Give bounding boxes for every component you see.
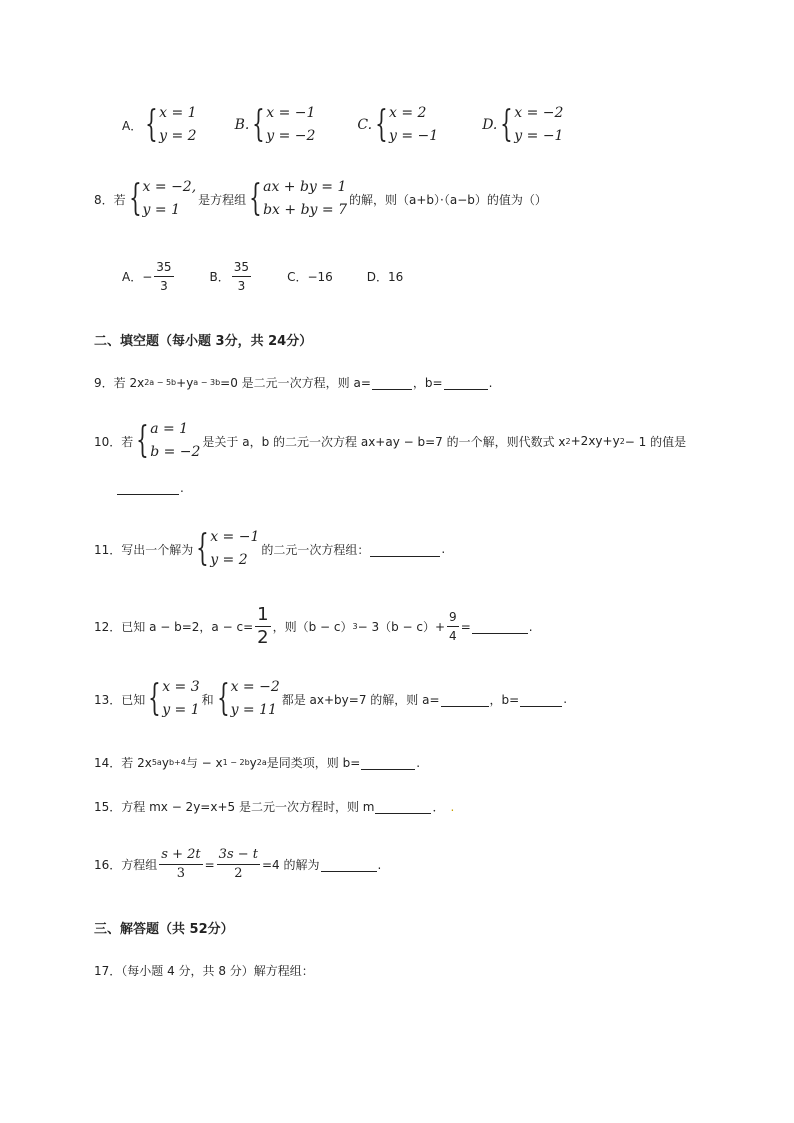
fraction xyxy=(154,258,173,295)
q8-option-a[interactable] xyxy=(122,258,176,295)
question-text: ，则（b − c） xyxy=(272,620,353,634)
question-text: y xyxy=(249,755,257,770)
option-label: B． xyxy=(209,270,230,284)
q8-options xyxy=(122,258,431,295)
question-text: 11．写出一个解为 xyxy=(94,542,194,557)
question-text: 都是 ax+by=7 的解，则 a= xyxy=(281,692,440,707)
question-text: ，b= xyxy=(412,376,443,390)
exponent: a − 3b xyxy=(193,378,221,387)
system-line: y = −2 xyxy=(266,128,316,144)
mark-dot: . xyxy=(450,799,455,814)
question-text: 是方程组 xyxy=(198,192,247,207)
option-label: B. xyxy=(234,117,250,133)
question-15 xyxy=(94,798,454,815)
question-text: 13．已知 xyxy=(94,692,146,707)
exponent: 5a xyxy=(151,758,162,767)
question-11 xyxy=(94,526,445,572)
question-text: − 1 的值是 xyxy=(624,434,687,449)
question-text: 12．已知 a − b=2，a − c= xyxy=(94,620,254,634)
exponent: 2a xyxy=(256,758,267,767)
system-line: y = −1 xyxy=(514,128,564,144)
equation-system: { x = 1 y = 2 xyxy=(144,102,196,148)
numerator: s + 2t xyxy=(159,846,202,865)
question-text: 8．若 xyxy=(94,192,126,207)
question-text: . xyxy=(416,755,421,770)
exponent: b+4 xyxy=(168,758,186,767)
question-text: 14．若 2x xyxy=(94,756,152,770)
system-line: x = −2 xyxy=(514,105,564,121)
answer-blank[interactable] xyxy=(361,755,415,770)
exponent: 2a − 5b xyxy=(144,378,177,387)
fraction xyxy=(159,846,202,883)
answer-blank[interactable] xyxy=(370,542,440,557)
question-text: =0 是二元一次方程，则 a= xyxy=(220,376,371,390)
numerator: 35 xyxy=(154,258,173,277)
denominator: 4 xyxy=(449,629,457,643)
question-text: 10．若 xyxy=(94,434,134,449)
system-line: a = 1 xyxy=(150,421,189,437)
question-13 xyxy=(94,676,567,722)
answer-blank[interactable] xyxy=(472,619,528,634)
question-text: 9．若 2x xyxy=(94,376,145,390)
exponent: 2 xyxy=(565,436,571,446)
question-text: =4 的解为 xyxy=(262,858,320,872)
exponent: 1 − 2b xyxy=(222,758,250,767)
answer-blank-b[interactable] xyxy=(520,692,562,707)
q7-option-c[interactable] xyxy=(357,102,440,148)
question-text: − 3（b − c）+ xyxy=(357,620,446,634)
system-line: x = 1 xyxy=(159,105,197,121)
fraction xyxy=(217,846,260,883)
equation-system: { x = −2 y = −1 xyxy=(499,102,563,148)
option-label: A．− xyxy=(122,270,153,284)
question-text: . xyxy=(528,619,533,634)
equation-system: { ax + by = 1 bx + by = 7 xyxy=(248,176,347,222)
question-text: 是关于 a，b 的二元一次方程 ax+ay − b=7 的一个解，则代数式 x xyxy=(202,434,566,449)
question-text: ． xyxy=(432,800,445,814)
answer-blank[interactable] xyxy=(321,857,377,872)
answer-blank-a[interactable] xyxy=(441,692,489,707)
question-text: 是同类项，则 b= xyxy=(266,756,361,770)
section-heading-fill-in: 二、填空题（每小题 3分，共 24分） xyxy=(94,334,313,349)
question-text: +2xy+y xyxy=(570,434,620,448)
question-text: . xyxy=(441,542,446,556)
answer-blank[interactable] xyxy=(117,480,179,495)
option-label: A． xyxy=(122,118,143,133)
system-line: y = 2 xyxy=(159,128,197,144)
question-14 xyxy=(94,754,420,771)
system-line: b = −2 xyxy=(150,444,201,460)
system-line: y = −1 xyxy=(389,128,439,144)
system-line: x = −2 xyxy=(230,679,280,695)
question-text: 的二元一次方程组： xyxy=(261,542,370,557)
exponent: 3 xyxy=(352,622,358,631)
question-10 xyxy=(94,418,686,464)
numerator: 1 xyxy=(257,604,269,625)
equation-system: { x = 3 y = 1 xyxy=(147,676,199,722)
system-line: y = 1 xyxy=(162,702,200,718)
denominator: 3 xyxy=(237,279,246,293)
option-label: C. xyxy=(357,117,373,133)
option-label: C．−16 xyxy=(287,270,333,284)
system-line: x = 3 xyxy=(162,679,200,695)
denominator: 3 xyxy=(176,866,186,881)
equation-system: { a = 1 b = −2 xyxy=(135,418,200,464)
numerator: 9 xyxy=(447,608,459,627)
denominator: 2 xyxy=(234,866,243,881)
question-text: . xyxy=(563,692,568,706)
question-text: 的解，则（a+b）·（a−b）的值为（） xyxy=(349,192,547,207)
numerator: 35 xyxy=(232,258,251,277)
system-line: x = −2, xyxy=(142,179,197,195)
question-12 xyxy=(94,604,533,649)
option-label: D．16 xyxy=(366,270,404,284)
numerator: 3s − t xyxy=(217,846,260,865)
equation-system: { x = −1 y = 2 xyxy=(195,526,259,572)
question-text: y xyxy=(161,755,169,770)
system-line: x = −1 xyxy=(266,105,316,121)
system-line: y = 2 xyxy=(210,552,248,568)
question-text: . xyxy=(180,480,184,495)
question-10-answer xyxy=(116,480,184,495)
question-9 xyxy=(94,374,492,391)
question-text: = xyxy=(460,619,471,634)
q8-option-b[interactable] xyxy=(210,258,254,295)
q7-option-d[interactable] xyxy=(482,102,565,148)
fraction xyxy=(255,604,270,649)
exponent: 2 xyxy=(619,436,625,446)
system-line: x = −1 xyxy=(210,529,260,545)
answer-blank-b[interactable] xyxy=(444,375,488,390)
question-16 xyxy=(94,846,381,883)
q8-option-d[interactable] xyxy=(367,268,404,285)
question-text: 和 xyxy=(201,692,214,707)
system-line: x = 2 xyxy=(389,105,427,121)
equation-system: { x = −1 y = −2 xyxy=(251,102,315,148)
question-text: = xyxy=(204,857,215,872)
question-17: 17．（每小题 4 分，共 8 分）解方程组： xyxy=(94,964,314,978)
option-label: D. xyxy=(482,117,498,133)
question-text: +y xyxy=(176,375,194,390)
answer-blank-a[interactable] xyxy=(372,375,412,390)
fraction xyxy=(232,258,251,295)
question-8 xyxy=(94,176,547,222)
section-heading-solve: 三、解答题（共 52分） xyxy=(94,922,234,937)
system-line: y = 1 xyxy=(142,202,180,218)
equation-system: { x = −2 y = 11 xyxy=(216,676,280,722)
question-text: . xyxy=(377,857,382,872)
question-text: 与 − x xyxy=(185,756,223,770)
q7-option-b[interactable] xyxy=(235,102,318,148)
question-text: 15．方程 mx − 2y=x+5 是二元一次方程时，则 m xyxy=(94,800,375,814)
denominator: 2 xyxy=(257,627,269,648)
fraction xyxy=(447,608,459,645)
question-text: . xyxy=(488,375,493,390)
system-line: ax + by = 1 xyxy=(263,179,347,195)
question-text: 16．方程组 xyxy=(94,858,158,872)
q7-option-a[interactable] xyxy=(122,102,199,148)
system-line: y = 11 xyxy=(230,702,277,718)
system-line: bx + by = 7 xyxy=(263,202,347,218)
q7-options xyxy=(122,102,593,148)
q8-option-c[interactable] xyxy=(287,268,333,285)
answer-blank[interactable] xyxy=(375,799,431,814)
denominator: 3 xyxy=(160,279,168,293)
equation-system: { x = −2, y = 1 xyxy=(128,176,197,222)
question-text: ，b= xyxy=(489,692,520,707)
equation-system: { x = 2 y = −1 xyxy=(374,102,438,148)
